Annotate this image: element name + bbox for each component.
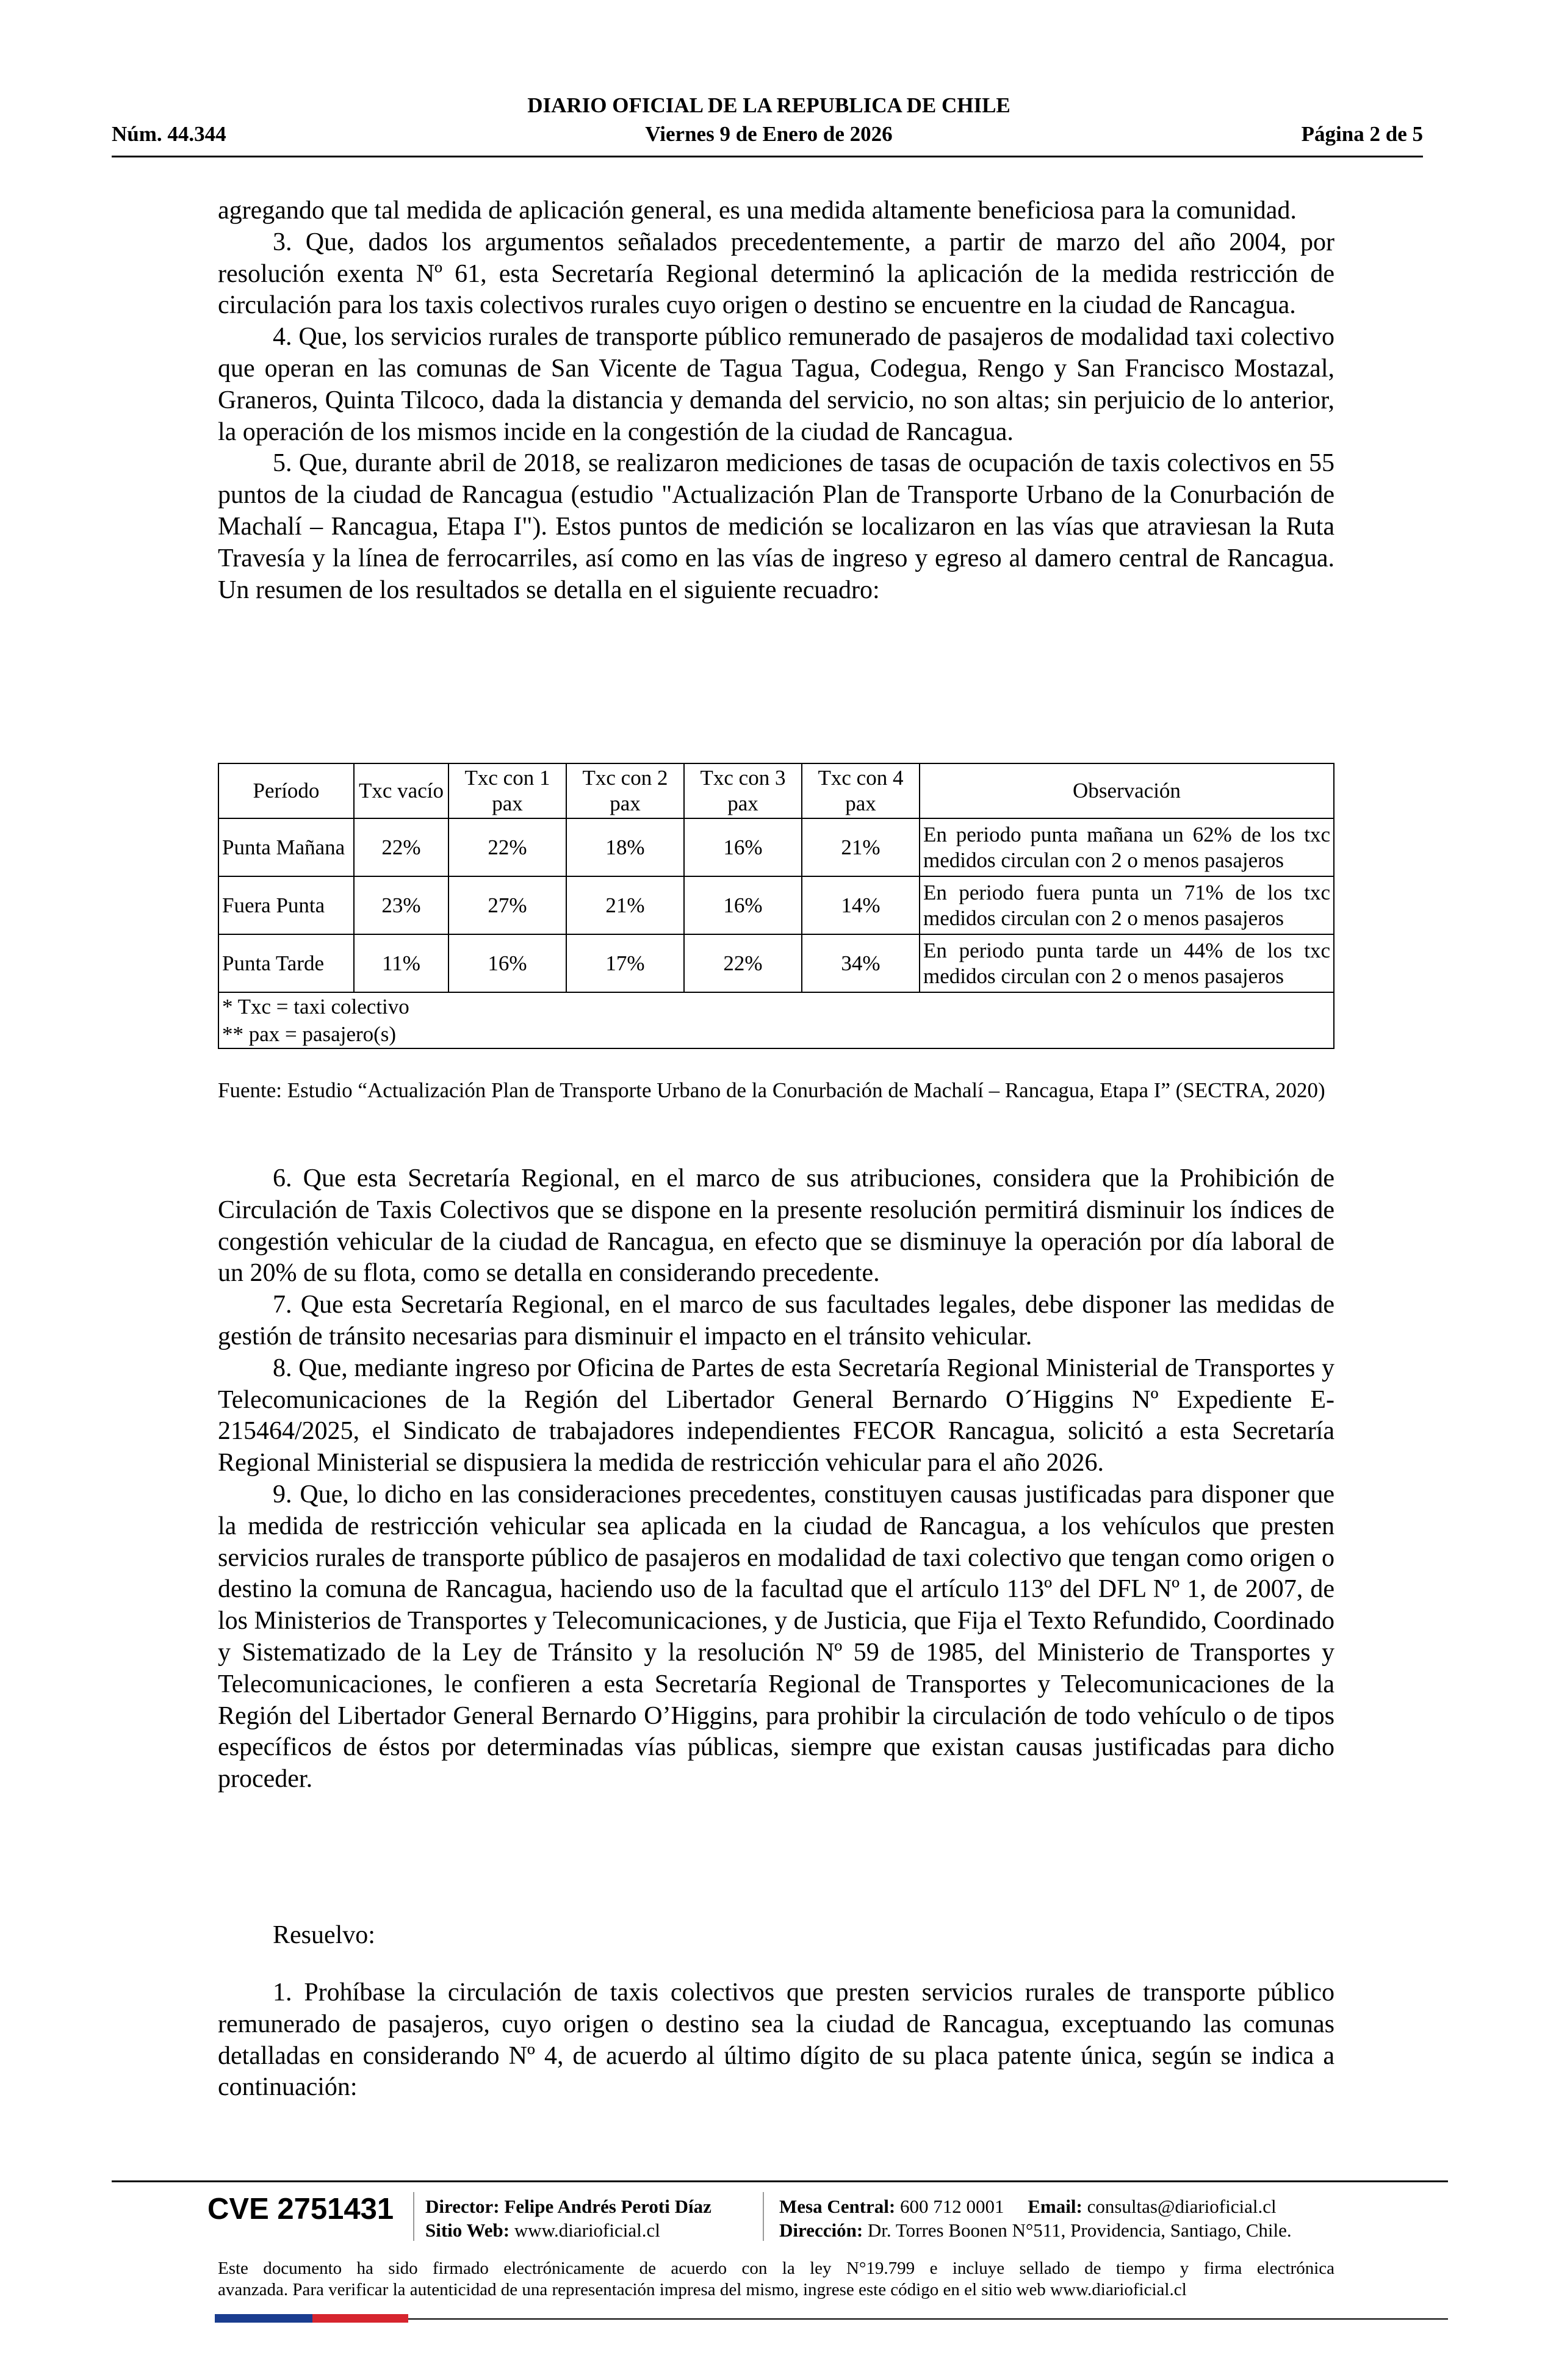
resuelvo-heading-block — [218, 1920, 1334, 1952]
director-label: Director: — [425, 2196, 500, 2217]
paragraph-considerando-5: 5. Que, durante abril de 2018, se realizaron mediciones de tasas de ocupación de taxis colectivos en 55 puntos de la ciudad de Rancagua (estudio "Actualización Plan de Transporte Urbano de la Conurbación de Machalí – Rancagua, Etapa I"). Estos puntos de medición se localizaron en las vías que atraviesan la Ruta Travesía y la línea de ferrocarriles, así como en las vías de ingreso y egreso al damero central de Rancagua. Un resumen de los resultados se detalla en el siguiente recuadro: — [218, 449, 1334, 604]
table-row — [218, 934, 1334, 992]
table-notes — [218, 992, 1334, 1048]
header-divider — [112, 156, 1423, 157]
cell-value: 16% — [684, 876, 802, 934]
footer-separator — [413, 2192, 414, 2241]
address-label: Dirección: — [779, 2220, 863, 2241]
website-link[interactable]: www.diarioficial.cl — [514, 2220, 660, 2241]
note-pax: ** pax = pasajero(s) — [222, 1022, 397, 1046]
cell-period: Punta Tarde — [218, 934, 354, 992]
col-header-period: Período — [218, 763, 354, 818]
cell-value: 16% — [448, 934, 566, 992]
col-header-observation: Observación — [920, 763, 1334, 818]
flag-bar-red — [312, 2314, 408, 2323]
paragraph-considerando-8: 8. Que, mediante ingreso por Oficina de Partes de esta Secretaría Regional Ministerial de Transportes y Telecomunicaciones de la Región del Libertador General Bernardo O´Higgins Nº Expediente E-215464/2025, el Sindicato de trabajadores independientes FECOR Rancagua, solicitó a esta Secretaría Regional Ministerial se dispusiera la medida de restricción vehicular para el año 2026. — [218, 1354, 1334, 1477]
cell-value: 14% — [802, 876, 920, 934]
page-number: Página 2 de 5 — [1301, 122, 1423, 146]
cell-observation: En periodo punta mañana un 62% de los txc medidos circulan con 2 o menos pasajeros — [920, 818, 1334, 876]
paragraph-considerando-6: 6. Que esta Secretaría Regional, en el marco de sus atribuciones, considera que la Prohibición de Circulación de Taxis Colectivos que se dispone en la presente resolución permitirá disminuir los índices de congestión vehicular de la ciudad de Rancagua, en efecto que se disminuye la operación por día laboral de un 20% de su flota, como se detalla en considerando precedente. — [218, 1164, 1334, 1288]
footer-address — [779, 2219, 1292, 2242]
cell-value: 27% — [448, 876, 566, 934]
col-header-3pax: Txc con 3 pax — [684, 763, 802, 818]
director-name: Felipe Andrés Peroti Díaz — [504, 2196, 711, 2217]
table-notes-row — [218, 992, 1334, 1048]
cell-period: Punta Mañana — [218, 818, 354, 876]
issue-date: Viernes 9 de Enero de 2026 — [645, 122, 893, 146]
flag-bar-blue — [215, 2314, 312, 2323]
cell-value: 18% — [566, 818, 684, 876]
footer-legal-line-1: Este documento ha sido firmado electrónicamente de acuerdo con la ley N°19.799 e incluye sellado de tiempo y firma electrónica — [218, 2259, 1334, 2278]
email-label: Email: — [1028, 2196, 1082, 2217]
footer-director — [425, 2195, 711, 2218]
mesa-label: Mesa Central: — [779, 2196, 896, 2217]
col-header-empty: Txc vacío — [354, 763, 448, 818]
table-header-row — [218, 763, 1334, 818]
footer-legal-line-2: avanzada. Para verificar la autenticidad de una representación impresa del mismo, ingrese este código en el sitio web www.diarioficial.cl — [218, 2280, 1187, 2299]
considerandos-section-2 — [218, 1163, 1334, 1795]
cell-value: 11% — [354, 934, 448, 992]
cell-period: Fuera Punta — [218, 876, 354, 934]
footer-divider — [112, 2180, 1448, 2182]
cell-observation: En periodo punta tarde un 44% de los txc medidos circulan con 2 o menos pasajeros — [920, 934, 1334, 992]
website-label: Sitio Web: — [425, 2220, 510, 2241]
paragraph-considerando-3: 3. Que, dados los argumentos señalados precedentemente, a partir de marzo del año 2004, por resolución exenta Nº 61, esta Secretaría Regional determinó la aplicación de la medida restricción de circulación para los taxis colectivos rurales cuyo origen o destino se encuentre en la ciudad de Rancagua. — [218, 228, 1334, 320]
considerandos-section-1 — [218, 195, 1334, 606]
note-txc: * Txc = taxi colectivo — [222, 995, 409, 1019]
table-source: Fuente: Estudio “Actualización Plan de Transporte Urbano de la Conurbación de Machalí – Rancagua, Etapa I” (SECTRA, 2020) — [218, 1078, 1325, 1102]
col-header-2pax: Txc con 2 pax — [566, 763, 684, 818]
mesa-phone: 600 712 0001 — [900, 2196, 1004, 2217]
table-row — [218, 876, 1334, 934]
cell-value: 21% — [566, 876, 684, 934]
cell-observation: En periodo fuera punta un 71% de los txc medidos circulan con 2 o menos pasajeros — [920, 876, 1334, 934]
occupancy-table — [218, 763, 1334, 1049]
cell-value: 34% — [802, 934, 920, 992]
cell-value: 22% — [448, 818, 566, 876]
col-header-1pax: Txc con 1 pax — [448, 763, 566, 818]
resolution-item-1: 1. Prohíbase la circulación de taxis colectivos que presten servicios rurales de transporte público remunerado de pasajeros, cuyo origen o destino sea la ciudad de Rancagua, exceptuando las comunas detalladas en considerando Nº 4, de acuerdo al último dígito de su placa patente única, según se indica a continuación: — [218, 1978, 1334, 2102]
resuelvo-heading: Resuelvo: — [273, 1921, 375, 1949]
cell-value: 16% — [684, 818, 802, 876]
resolution-section — [218, 1977, 1334, 2104]
journal-title: DIARIO OFICIAL DE LA REPUBLICA DE CHILE — [527, 93, 1010, 117]
paragraph-considerando-7: 7. Que esta Secretaría Regional, en el marco de sus facultades legales, debe disponer las medidas de gestión de tránsito necesarias para disminuir el impacto en el tránsito vehicular. — [218, 1291, 1334, 1350]
cve-code: CVE 2751431 — [207, 2193, 394, 2226]
footer-bottom-rule — [408, 2318, 1448, 2320]
footer-contact — [779, 2195, 1277, 2218]
paragraph-considerando-9: 9. Que, lo dicho en las consideraciones precedentes, constituyen causas justificadas para disponer que la medida de restricción vehicular sea aplicada en la ciudad de Rancagua, a los vehículos que presten servicios rurales de transporte público de pasajeros en modalidad de taxi colectivo que tengan como origen o destino la comuna de Rancagua, haciendo uso de la facultad que el artículo 113º del DFL Nº 1, de 2007, de los Ministerios de Transportes y Telecomunicaciones, y de Justicia, que Fija el Texto Refundido, Coordinado y Sistematizado de la Ley de Tránsito y la resolución Nº 59 de 1985, del Ministerio de Transportes y Telecomunicaciones, le confieren a esta Secretaría Regional de Transportes y Telecomunicaciones de la Región del Libertador General Bernardo O’Higgins, para prohibir la circulación de todo vehículo o de tipos específicos de éstos por determinadas vías públicas, siempre que existan causas justificadas para dicho proceder. — [218, 1480, 1334, 1794]
cell-value: 23% — [354, 876, 448, 934]
email-link[interactable]: consultas@diarioficial.cl — [1087, 2196, 1277, 2217]
footer-website — [425, 2219, 660, 2242]
cell-value: 17% — [566, 934, 684, 992]
paragraph-continuation: agregando que tal medida de aplicación general, es una medida altamente beneficiosa para la comunidad. — [218, 197, 1297, 225]
table-row — [218, 818, 1334, 876]
cell-value: 21% — [802, 818, 920, 876]
paragraph-considerando-4: 4. Que, los servicios rurales de transporte público remunerado de pasajeros de modalidad taxi colectivo que operan en las comunas de San Vicente de Tagua Tagua, Codegua, Rengo y San Francisco Mostazal, Graneros, Quinta Tilcoco, dada la distancia y demanda del servicio, no son altas; sin perjuicio de lo anterior, la operación de los mismos incide en la congestión de la ciudad de Rancagua. — [218, 323, 1334, 446]
col-header-4pax: Txc con 4 pax — [802, 763, 920, 818]
issue-number: Núm. 44.344 — [112, 122, 226, 146]
footer-separator — [763, 2192, 764, 2241]
cell-value: 22% — [684, 934, 802, 992]
cell-value: 22% — [354, 818, 448, 876]
address-value: Dr. Torres Boonen N°511, Providencia, Santiago, Chile. — [867, 2220, 1292, 2241]
